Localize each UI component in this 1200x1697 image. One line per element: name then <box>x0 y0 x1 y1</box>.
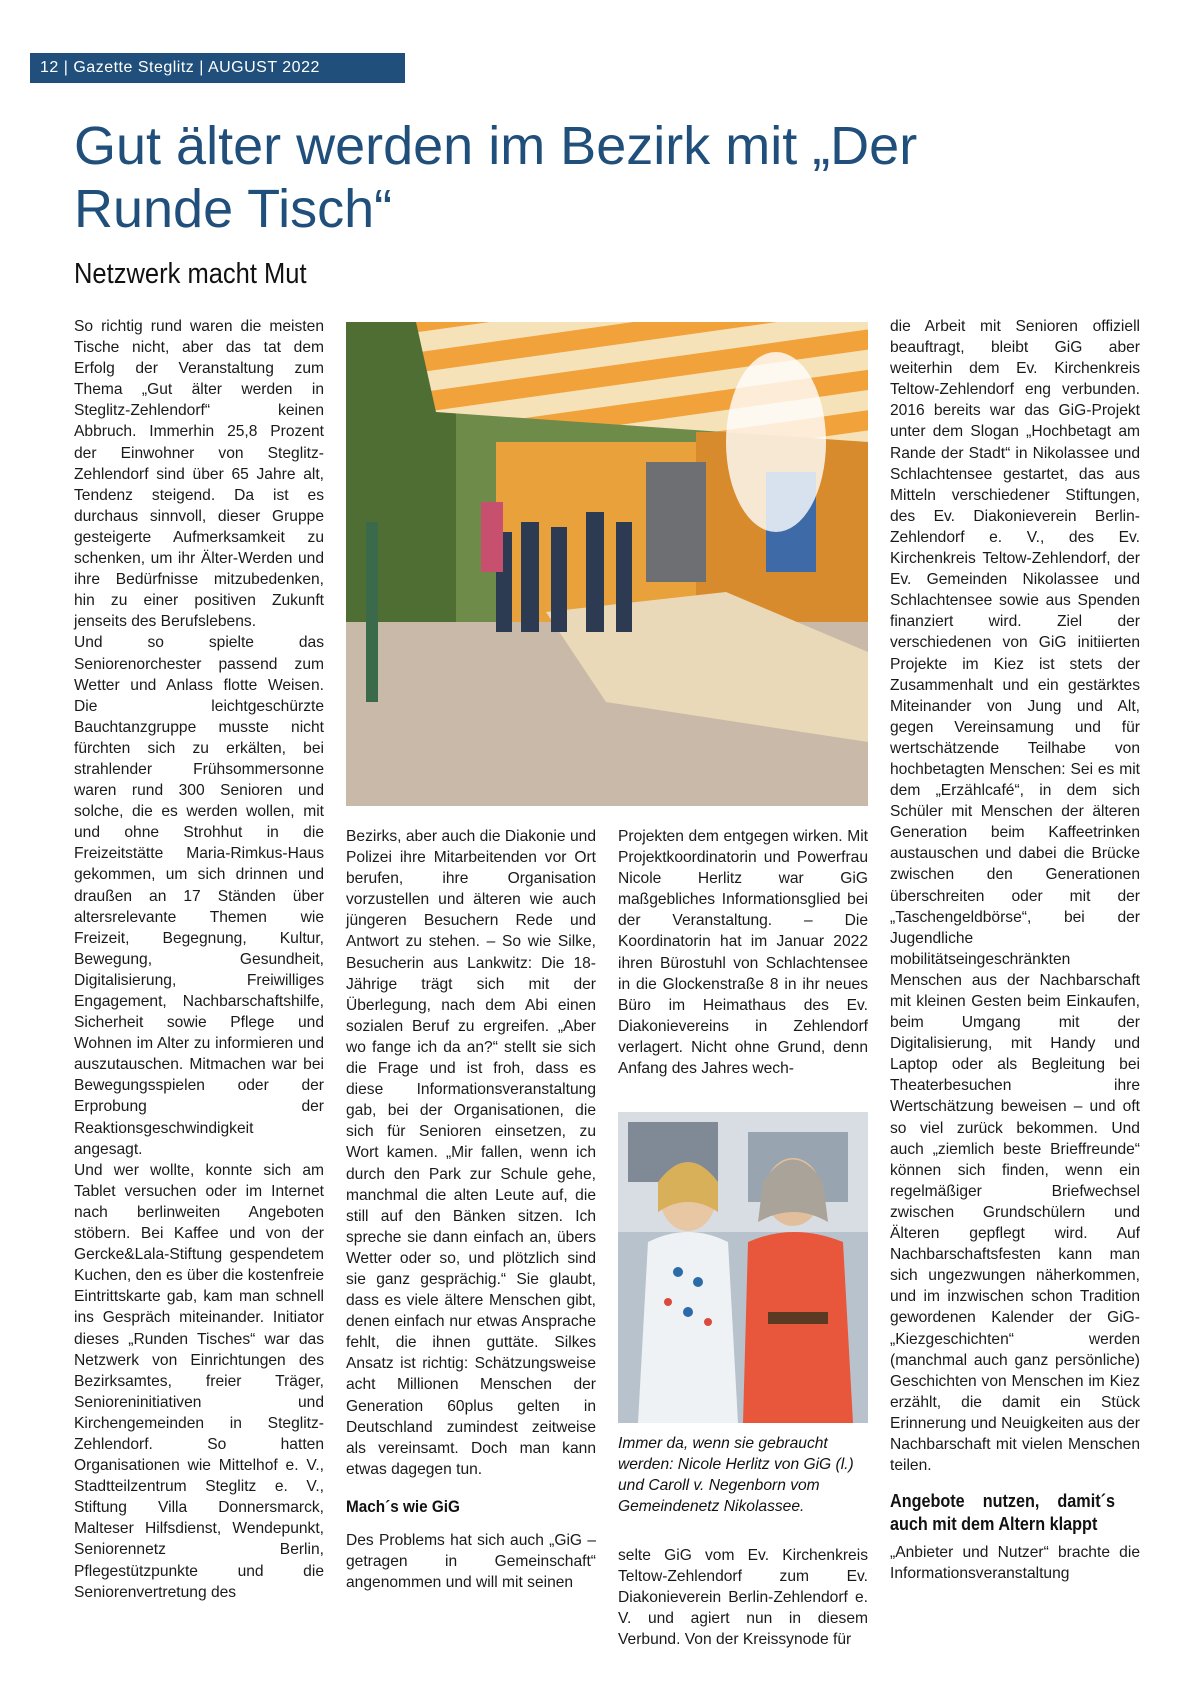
column-3 <box>618 826 868 1079</box>
portrait-photo-illustration <box>618 1112 868 1423</box>
portrait-photo <box>618 1112 868 1423</box>
paragraph: Bezirks, aber auch die Diakonie und Polizei ihre Mitarbeitenden vor Ort berufen, ihre Organisation vorzustellen und älteren wie auch jüngeren Besuchern Rede und Antwort zu stehen. – So wie Silke, Besucherin aus Lankwitz: Die 18-Jährige trägt sich mit der Überlegung, nach dem Abi einen sozialen Beruf zu ergreifen. „Aber wo fange ich da an?“ stellt sie sich die Frage und ist froh, dass es diese Informationsveranstaltung gab, bei der Organisationen, die sich für Senioren einsetzen, zu Wort kamen. „Mir fallen, wenn ich durch den Park zur Schule gehe, manchmal die alten Leute auf, die still auf den Bänken sitzen. Ich spreche sie dann einfach an, übers Wetter oder so, und plötzlich sind sie ganz gesprächig.“ Sie glaubt, dass es viele ältere Menschen gibt, denen einfach nur etwas Ansprache fehlt, die ihnen guttäte. Silkes Ansatz ist richtig: Schätzungsweise acht Millionen Menschen der Generation 60plus gelten in Deutschland zumindest zeitweise als vereinsamt. Doch man kann etwas dagegen tun. <box>346 828 596 1478</box>
paragraph: Und so spielte das Seniorenorchester passend zum Wetter und Anlass flotte Weisen. Die leichtgeschürzte Bauchtanzgruppe musste nicht fürchten sich zu erkälten, bei strahlender Frühsommersonne waren rund 300 Senioren und solche, die es werden wollen, mit und ohne Strohhut in die Freizeitstätte Maria-Rimkus-Haus gekommen, um sich drinnen und draußen an 17 Ständen über altersrelevante Themen wie Freizeit, Begegnung, Kultur, Bewegung, Gesundheit, Digitalisierung, Freiwilliges Engagement, Nachbarschaftshilfe, Sicherheit sowie Pflege und Wohnen im Alter zu informieren und auszutauschen. Mitmachen war bei Bewegungsspielen oder der Erprobung der Reaktionsgeschwindigkeit angesagt. <box>74 634 324 1158</box>
event-photo-illustration <box>346 322 868 806</box>
section-heading: Mach´s wie GiG <box>346 1496 460 1516</box>
column-1 <box>74 316 324 1603</box>
article-title: Gut älter werden im Bezirk mit „Der Runde Tisch“ <box>74 116 918 239</box>
paragraph: Und wer wollte, konnte sich am Tablet versuchen oder im Internet nach berlinweiten Angeboten stöbern. Bei Kaffee und von der Gercke&Lala-Stiftung gespendetem Kuchen, den es über die kostenfreie Eintrittskarte gab, kam man schnell ins Gespräch miteinander. Initiator dieses „Runden Tisches“ war das Netzwerk von Einrichtungen des Bezirksamtes, freier Träger, Senioreninitiativen und Kirchengemeinden in Steglitz-Zehlendorf. So hatten Organisationen wie Mittelhof e. V., Stadtteilzentrum Steglitz e. V., Stiftung Villa Donnersmarck, Malteser Hilfsdienst, Wendepunkt, Seniorennetz Berlin, Pflegestützpunkte und die Seniorenvertretung des <box>74 1161 324 1601</box>
column-2 <box>346 826 596 1593</box>
page-header: 12 | Gazette Steglitz | AUGUST 2022 <box>30 53 405 83</box>
photo-caption: Immer da, wenn sie gebraucht werden: Nicole Herlitz von GiG (l.) und Caroll v. Negenborn vom Gemeindenetz Nikolassee. <box>618 1435 854 1515</box>
paragraph: selte GiG vom Ev. Kirchenkreis Teltow-Zehlendorf zum Ev. Diakonieverein Berlin-Zehlendorf e. V. und agiert nun in diesem Verbund. Von der Kreissynode für <box>618 1547 868 1649</box>
column-3-continued <box>618 1545 868 1650</box>
event-photo <box>346 322 868 806</box>
paragraph: „Anbieter und Nutzer“ brachte die Informationsveranstaltung <box>890 1544 1140 1583</box>
paragraph: So richtig rund waren die meisten Tische nicht, aber das tat dem Erfolg der Veranstaltung zum Thema „Gut älter werden in Steglitz-Zehlendorf“ keinen Abbruch. Immerhin 25,8 Prozent der Einwohner von Steglitz-Zehlendorf sind über 65 Jahre alt, Tendenz steigend. Da ist es durchaus sinnvoll, dieser Gruppe gesteigerte Aufmerksamkeit zu schenken, um ihr Älter-Werden und ihre Bedürfnisse mitzubedenken, hin zu einer positiven Zukunft jenseits des Berufslebens. <box>74 318 324 631</box>
article-subtitle: Netzwerk macht Mut <box>74 258 307 290</box>
column-4 <box>890 316 1140 1584</box>
paragraph: die Arbeit mit Senioren offiziell beauftragt, bleibt GiG aber weiterhin dem Ev. Kirchenkreis Teltow-Zehlendorf eng verbunden. 2016 bereits war das GiG-Projekt unter dem Slogan „Hochbetagt am Rande der Stadt“ in Nikolassee und Schlachtensee gestartet, das aus Mitteln verschiedener Stiftungen, des Ev. Diakonieverein Berlin-Zehlendorf e. V., des Ev. Kirchenkreis Teltow-Zehlendorf, der Ev. Gemeinden Nikolassee und Schlachtensee sowie aus Spenden finanziert wird. Ziel der verschiedenen von GiG initiierten Projekte im Kiez ist stets der Zusammenhalt und ein gestärktes Miteinander von Jung und Alt, gegen Vereinsamung und für wertschätzende Teilhabe von hochbetagten Menschen: Sei es mit dem „Erzählcafé“, in dem sich Schüler mit Menschen der älteren Generation beim Kaffeetrinken austauschen und dabei die Brücke zwischen den Generationen überschreiten oder mit der „Taschengeldbörse“, bei der Jugendliche mobilitätseingeschränkten Menschen aus der Nachbarschaft mit kleinen Gesten beim Einkaufen, beim Umgang mit der Digitalisierung, mit Handy und Laptop oder als Begleitung bei Theaterbesuchen ihre Wertschätzung beweisen – und oft so viel zurück bekommen. Und auch „ziemlich beste Brieffreunde“ können sich finden, wenn ein regelmäßiger Briefwechsel zwischen Grundschülern und Älteren gepflegt wird. Auf Nachbarschaftsfesten kann man sich ungezwungen näherkommen, und im inzwischen schon Tradition gewordenen Kalender der GiG-„Kiezgeschichten“ werden (manchmal auch ganz persönliche) Geschichten von Menschen im Kiez erzählt, die damit ein Stück Erinnerung und Neuigkeiten aus der Nachbarschaft mit vielen Menschen teilen. <box>890 318 1140 1475</box>
paragraph: Des Problems hat sich auch „GiG – getragen in Gemeinschaft“ angenommen und will mit seinen <box>346 1531 596 1592</box>
section-heading: Angebote nutzen, damit´s auch mit dem Altern klappt <box>890 1491 1115 1535</box>
paragraph: Projekten dem entgegen wirken. Mit Projektkoordinatorin und Powerfrau Nicole Herlitz war GiG maßgebliches Informationsglied bei der Veranstaltung. – Die Koordinatorin hat im Januar 2022 ihren Bürostuhl von Schlachtensee in die Glockenstraße 8 in ihr neues Büro im Heimathaus des Ev. Diakonievereins in Zehlendorf verlagert. Nicht ohne Grund, denn Anfang des Jahres wech- <box>618 828 868 1078</box>
